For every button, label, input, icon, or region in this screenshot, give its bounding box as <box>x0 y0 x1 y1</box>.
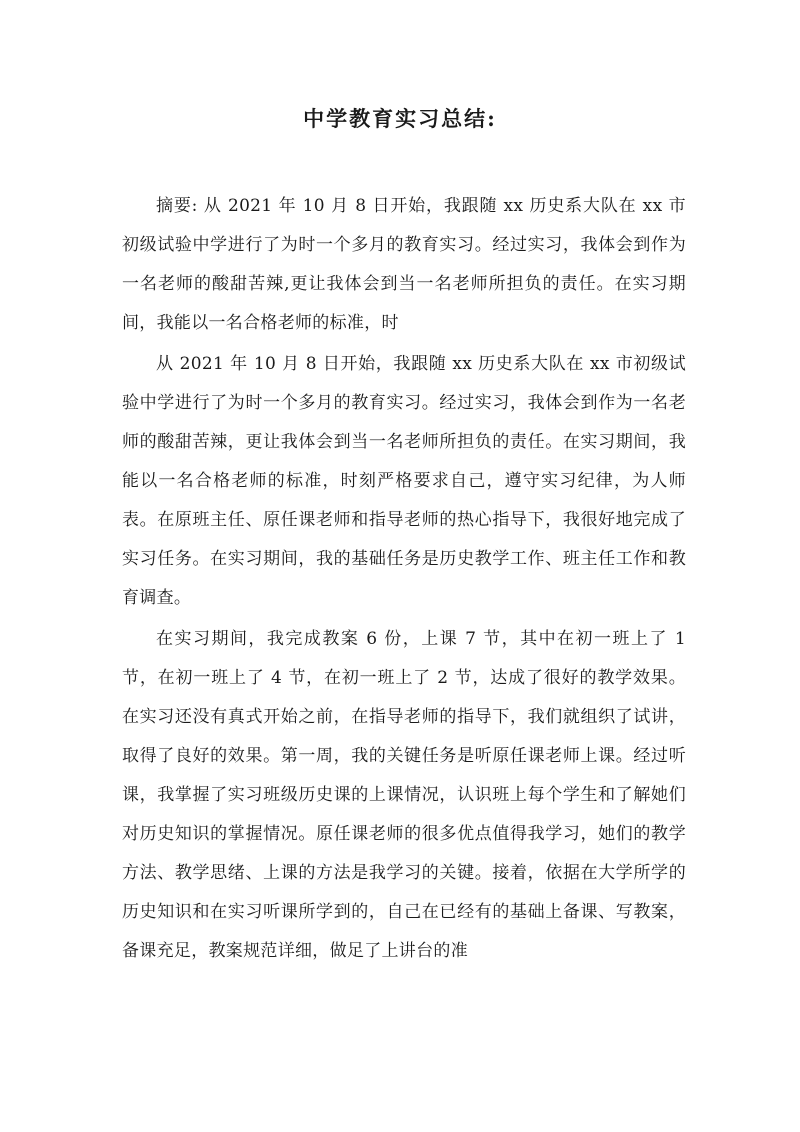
body-paragraph-2: 在实习期间，我完成教案 6 份，上课 7 节，其中在初一班上了 1 节，在初一班上了 4 节，在初一班上了 2 节，达成了很好的教学效果。在实习还没有真式开始之前，在指导老师的指导下，我们就组织了试讲，取得了良好的效果。第一周，我的关键任务是听原任课老师上课。经过听课，我掌握了实习班级历史课的上课情况，认识班上每个学生和了解她们对历史知识的掌握情况。原任课老师的很多优点值得我学习，她们的教学方法、教学思绪、上课的方法是我学习的关键。接着，依据在大学所学的历史知识和在实习听课所学到的，自己在已经有的基础上备课、写教案，备课充足，教案规范详细，做足了上讲台的准 <box>122 629 686 961</box>
document-body <box>122 187 686 973</box>
body-paragraph-1: 从 2021 年 10 月 8 日开始，我跟随 xx 历史系大队在 xx 市初级试验中学进行了为时一个多月的教育实习。经过实习，我体会到作为一名老师的酸甜苦辣，更让我体会到当一名老师所担负的责任。在实习期间，我能以一名合格老师的标准，时刻严格要求自己，遵守实习纪律，为人师表。在原班主任、原任课老师和指导老师的热心指导下，我很好地完成了实习任务。在实习期间，我的基础任务是历史教学工作、班主任工作和教育调查。 <box>122 354 686 608</box>
page-title: 中学教育实习总结: <box>303 106 497 131</box>
abstract-paragraph: 摘要: 从 2021 年 10 月 8 日开始，我跟随 xx 历史系大队在 xx 市初级试验中学进行了为时一个多月的教育实习。经过实习，我体会到作为一名老师的酸甜苦辣,更让我体会到当一名老师所担负的责任。在实习期间，我能以一名合格老师的标准，时 <box>122 196 686 333</box>
